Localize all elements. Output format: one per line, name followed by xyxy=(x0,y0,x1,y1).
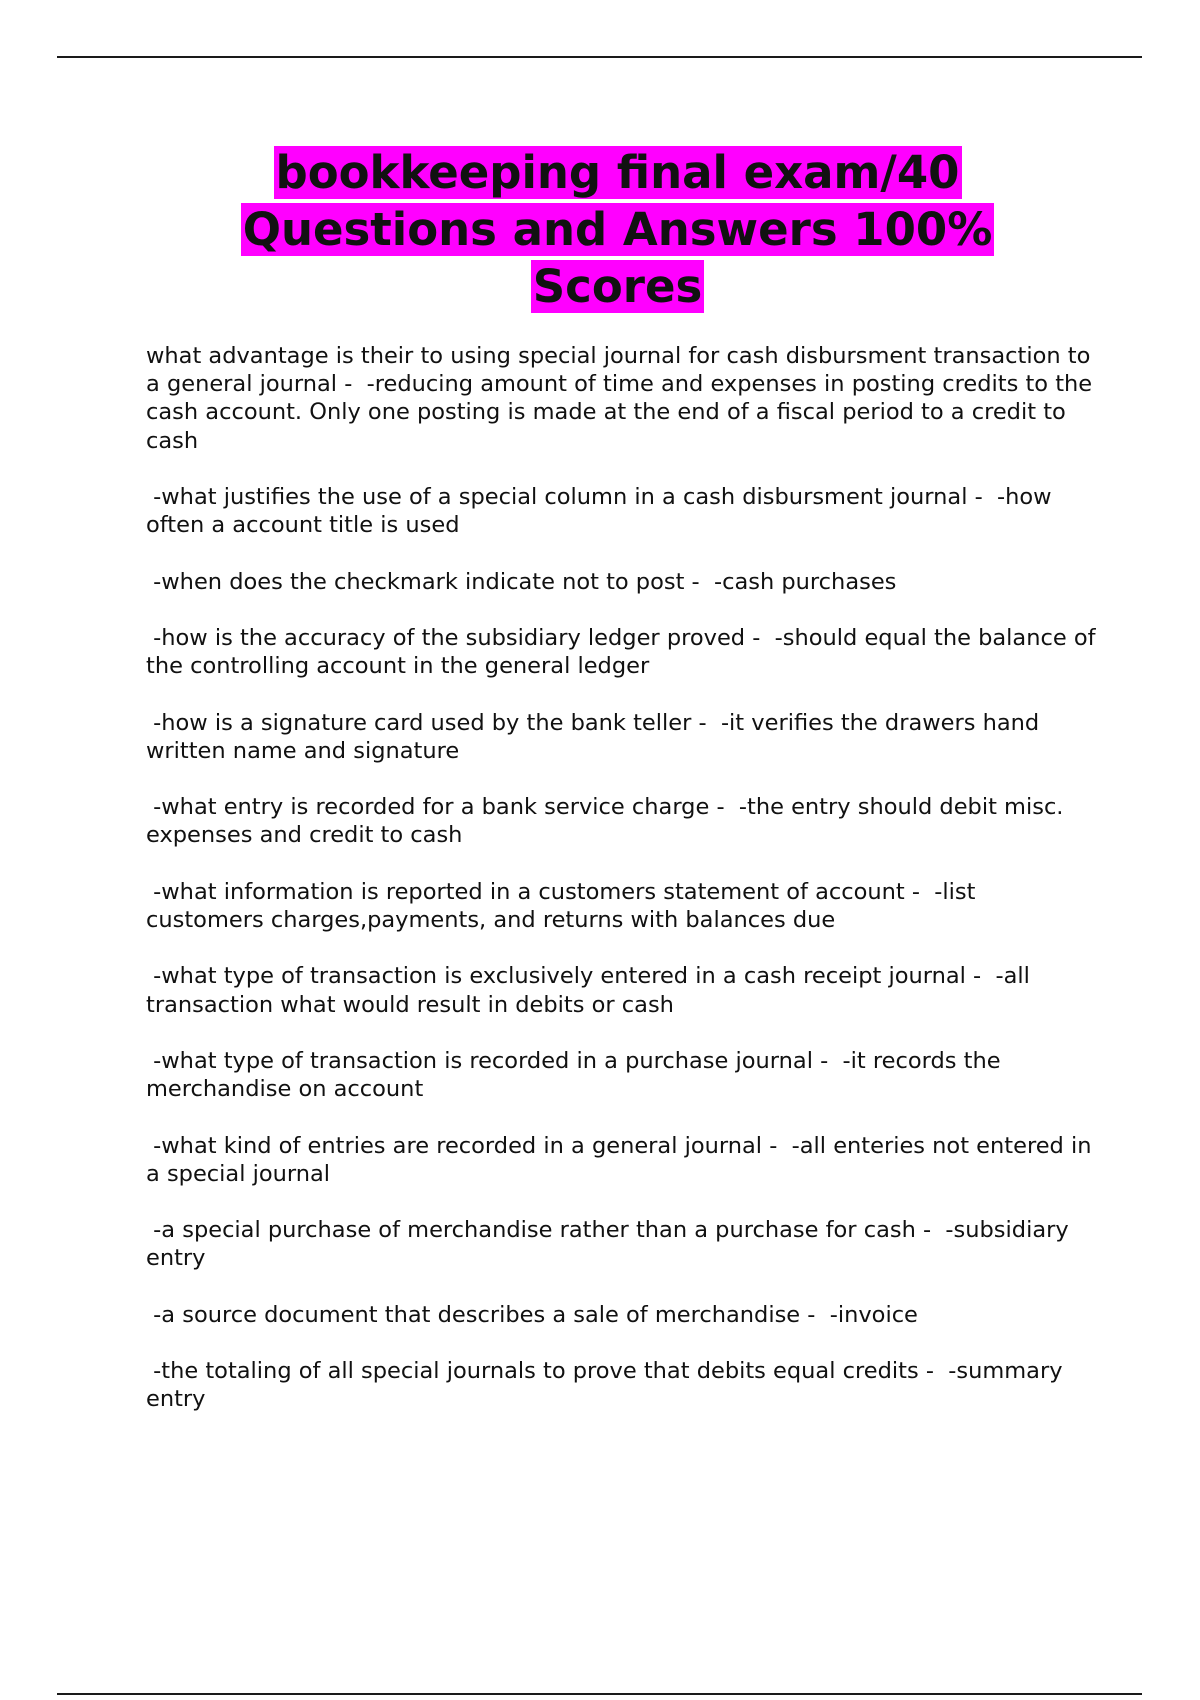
qa-item: -what type of transaction is exclusively entered in a cash receipt journal - -all transaction what would result in debits or cash xyxy=(146,963,1038,1018)
bottom-rule xyxy=(57,1693,1142,1695)
document-title xyxy=(150,144,1085,315)
qa-item: -what type of transaction is recorded in a purchase journal - -it records the merchandise on account xyxy=(146,1047,1008,1103)
title-block xyxy=(150,144,1085,315)
top-rule xyxy=(57,56,1142,58)
title-highlight: bookkeeping final exam/40 Questions and Answers 100% Scores xyxy=(242,146,993,313)
qa-item: -what kind of entries are recorded in a general journal - -all enteries not entered in a special journal xyxy=(146,1132,1099,1187)
qa-item: -what information is reported in a customers statement of account - -list customers charges,payments, and returns with balances due xyxy=(146,878,983,933)
qa-item: -a special purchase of merchandise rather than a purchase for cash - -subsidiary entry xyxy=(146,1217,1076,1272)
qa-item: -how is a signature card used by the bank teller - -it verifies the drawers hand written name and signature xyxy=(146,709,1047,764)
qa-list xyxy=(146,342,1103,1442)
qa-item: -the totaling of all special journals to prove that debits equal credits - -summary entry xyxy=(146,1358,1070,1413)
qa-item: -what entry is recorded for a bank service charge - -the entry should debit misc. expenses and credit to cash xyxy=(146,794,1071,849)
qa-item: what advantage is their to using special journal for cash disbursment transaction to a general journal - -reducing amount of time and expenses in posting credits to the cash account. Only one posting is made at the end of a fiscal period to a credit to cash xyxy=(146,343,1100,454)
qa-item: -how is the accuracy of the subsidiary ledger proved - -should equal the balance of the controlling account in the general ledger xyxy=(146,624,1103,680)
qa-item: -what justifies the use of a special column in a cash disbursment journal - -how often a account title is used xyxy=(146,484,1059,539)
qa-item: -when does the checkmark indicate not to post - -cash purchases xyxy=(146,568,897,595)
qa-item: -a source document that describes a sale of merchandise - -invoice xyxy=(146,1301,918,1328)
